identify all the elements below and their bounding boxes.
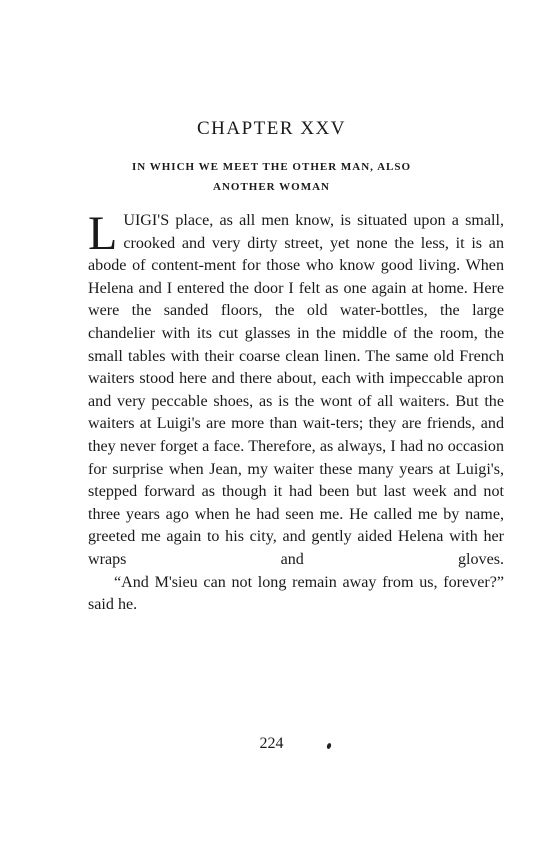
paragraph-1-text: UIGI'S place, as all men know, is situated upon a small, crooked and very dirty street, yet none the less, it is an abode of content-ment for those who know good living. When Helena and I entered the door I felt as one again at home. Here were the sanded floors, the old water-bottles, the large chandelier with its cut glasses in the middle of the room, the small tables with their coarse clean linen. The same old French waiters stood here and there about, each with impeccable apron and very peccable shoes, as is the wont of all waiters. But the waiters at Luigi's are more than wait-ters; they are friends, and they never forget a face. Therefore, as always, I had no occasion for surprise when Jean, my waiter these many years at Luigi's, stepped forward as though it had been but last week and not three years ago when he had seen me. He called me by name, greeted me again to his city, and gently aided Helena with her wraps and gloves. [88, 212, 504, 568]
paragraph-1 [88, 207, 504, 572]
chapter-subtitle [0, 157, 543, 197]
subtitle-line-2: ANOTHER WOMAN [213, 181, 330, 193]
subtitle-line-1: IN WHICH WE MEET THE OTHER MAN, ALSO [131, 161, 412, 173]
drop-cap: L [88, 207, 118, 260]
page-number: 224 [259, 735, 284, 752]
chapter-body [88, 207, 504, 617]
chapter-title: CHAPTER XXV [197, 118, 346, 139]
paragraph-2: “And M'sieu can not long remain away from us, forever?” said he. [88, 573, 504, 614]
